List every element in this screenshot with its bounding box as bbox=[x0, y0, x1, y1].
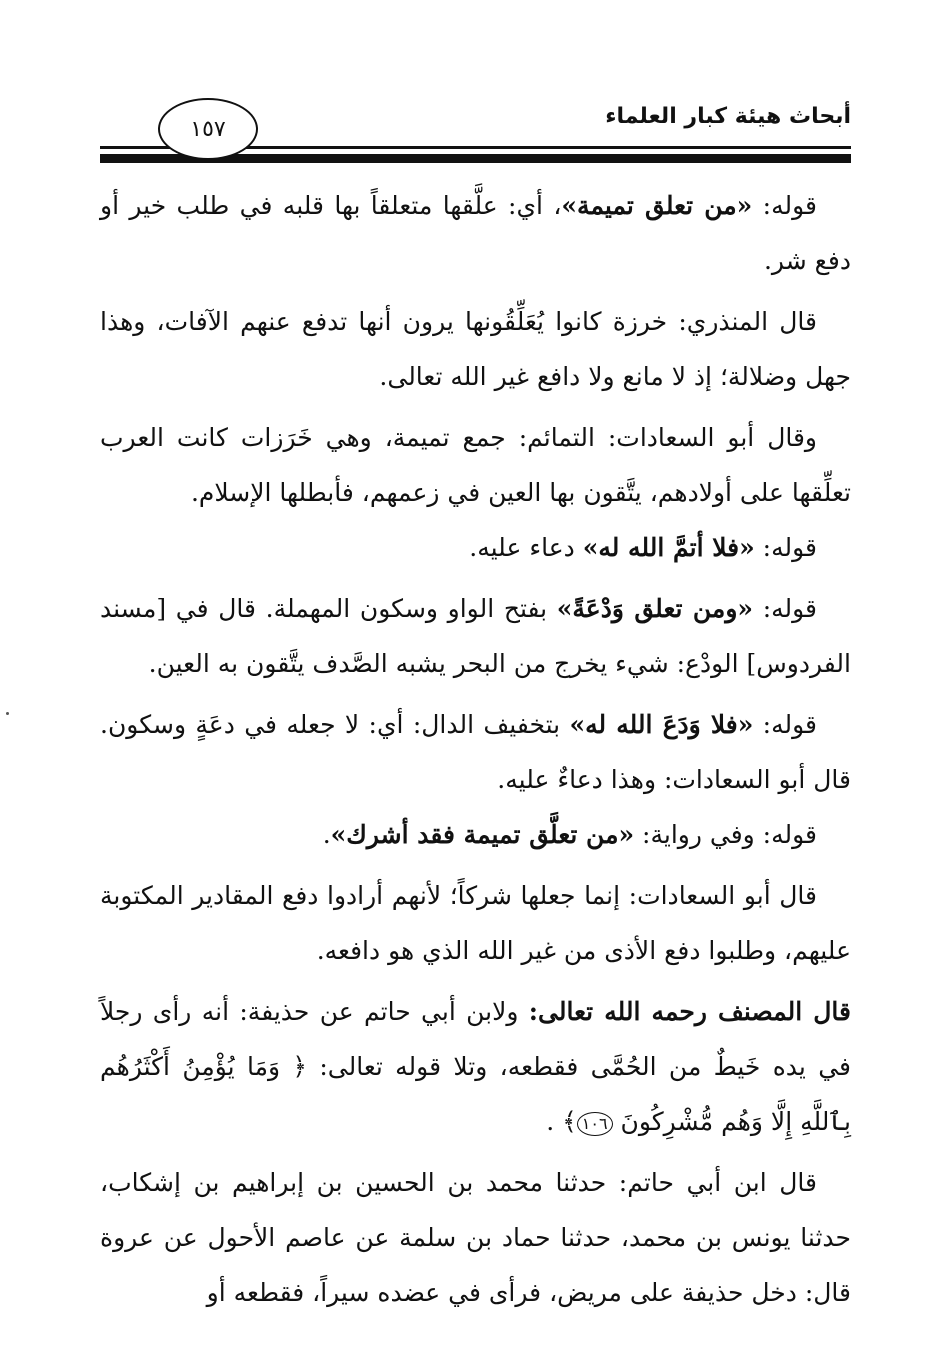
paragraph-text: . bbox=[322, 820, 331, 849]
paragraph-text: قوله: bbox=[752, 191, 817, 220]
page-number-badge bbox=[158, 98, 258, 160]
quoted-phrase: «من تعلَّق تميمة فقد أشرك» bbox=[330, 820, 635, 849]
page-number: ١٥٧ bbox=[190, 116, 226, 142]
paragraph-text: قال المنذري: خرزة كانوا يُعَلِّقُونها يرون أنها تدفع عنهم الآفات، وهذا جهل وضلالة؛ إذ لا مانع ولا دافع غير الله تعالى. bbox=[100, 307, 851, 391]
running-title: أبحاث هيئة كبار العلماء bbox=[605, 104, 851, 129]
quoted-phrase: «من تعلق تميمة» bbox=[561, 191, 753, 220]
body-text bbox=[100, 178, 851, 1320]
paragraph bbox=[100, 1155, 851, 1320]
paragraph bbox=[100, 807, 851, 862]
author-paragraph bbox=[100, 984, 851, 1149]
paragraph-text: قال ابن أبي حاتم: حدثنا محمد بن الحسين بن إبراهيم بن إشكاب، حدثنا يونس بن محمد، حدثنا حماد بن سلمة عن عاصم الأحول عن عروة قال: دخل حذيفة على مريض، فرأى في عضده سيراً، فقطعه أو bbox=[100, 1168, 851, 1307]
quoted-phrase: «فلا أتمَّ الله له» bbox=[582, 533, 755, 562]
paragraph-text: قال أبو السعادات: إنما جعلها شركاً؛ لأنهم أرادوا دفع المقادير المكتوبة عليهم، وطلبوا دفع الأذى من غير الله الذي هو دافعه. bbox=[100, 881, 851, 965]
paragraph-text: بفتح الواو وسكون المهملة. قال في [مسند الفردوس] الودْع: شيء يخرج من البحر يشبه الصَّدف يتَّقون به العين. bbox=[100, 594, 851, 678]
paragraph bbox=[100, 868, 851, 978]
quoted-phrase: «فلا وَدَعَ الله له» bbox=[569, 710, 754, 739]
paragraph-text: قوله: bbox=[753, 710, 817, 739]
paragraph bbox=[100, 581, 851, 691]
paragraph-text: ولابن أبي حاتم عن حذيفة: أنه رأى رجلاً في يده خَيطٌ من الحُمَّى فقطعه، وتلا قوله تعالى: bbox=[100, 997, 851, 1081]
paragraph-text: . bbox=[546, 1107, 563, 1136]
paragraph-text: قوله: bbox=[754, 533, 817, 562]
paragraph bbox=[100, 697, 851, 807]
paragraph bbox=[100, 520, 851, 575]
paragraph-text: ، أي: علَّقها متعلقاً بها قلبه في طلب خير أو دفع شر. bbox=[100, 191, 851, 275]
paragraph-text: وقال أبو السعادات: التمائم: جمع تميمة، وهي خَرَزات كانت العرب تعلِّقها على أولادهم، يتَّقون بها العين في زعمهم، فأبطلها الإسلام. bbox=[100, 423, 851, 507]
author-heading: قال المصنف رحمه الله تعالى: bbox=[528, 997, 851, 1026]
paragraph-text: دعاء عليه. bbox=[469, 533, 583, 562]
quran-verse: ﴿ وَمَا يُؤْمِنُ أَكْثَرُهُم بِٱللَّهِ إِلَّا وَهُم مُّشْرِكُونَ bbox=[100, 1052, 851, 1136]
ayah-number-marker: ١٠٦ bbox=[577, 1112, 613, 1136]
quoted-phrase: «ومن تعلق وَدْعَةً» bbox=[556, 594, 754, 623]
paragraph bbox=[100, 410, 851, 520]
margin-mark bbox=[6, 712, 9, 715]
paragraph-text: قوله: bbox=[753, 594, 818, 623]
paragraph-text: بتخفيف الدال: أي: لا جعله في دعَةٍ وسكون. قال أبو السعادات: وهذا دعاءٌ عليه. bbox=[100, 710, 851, 794]
paragraph bbox=[100, 178, 851, 288]
paragraph-text: قوله: وفي رواية: bbox=[634, 820, 817, 849]
quran-bracket: ﴾ bbox=[562, 1107, 577, 1136]
paragraph bbox=[100, 294, 851, 404]
